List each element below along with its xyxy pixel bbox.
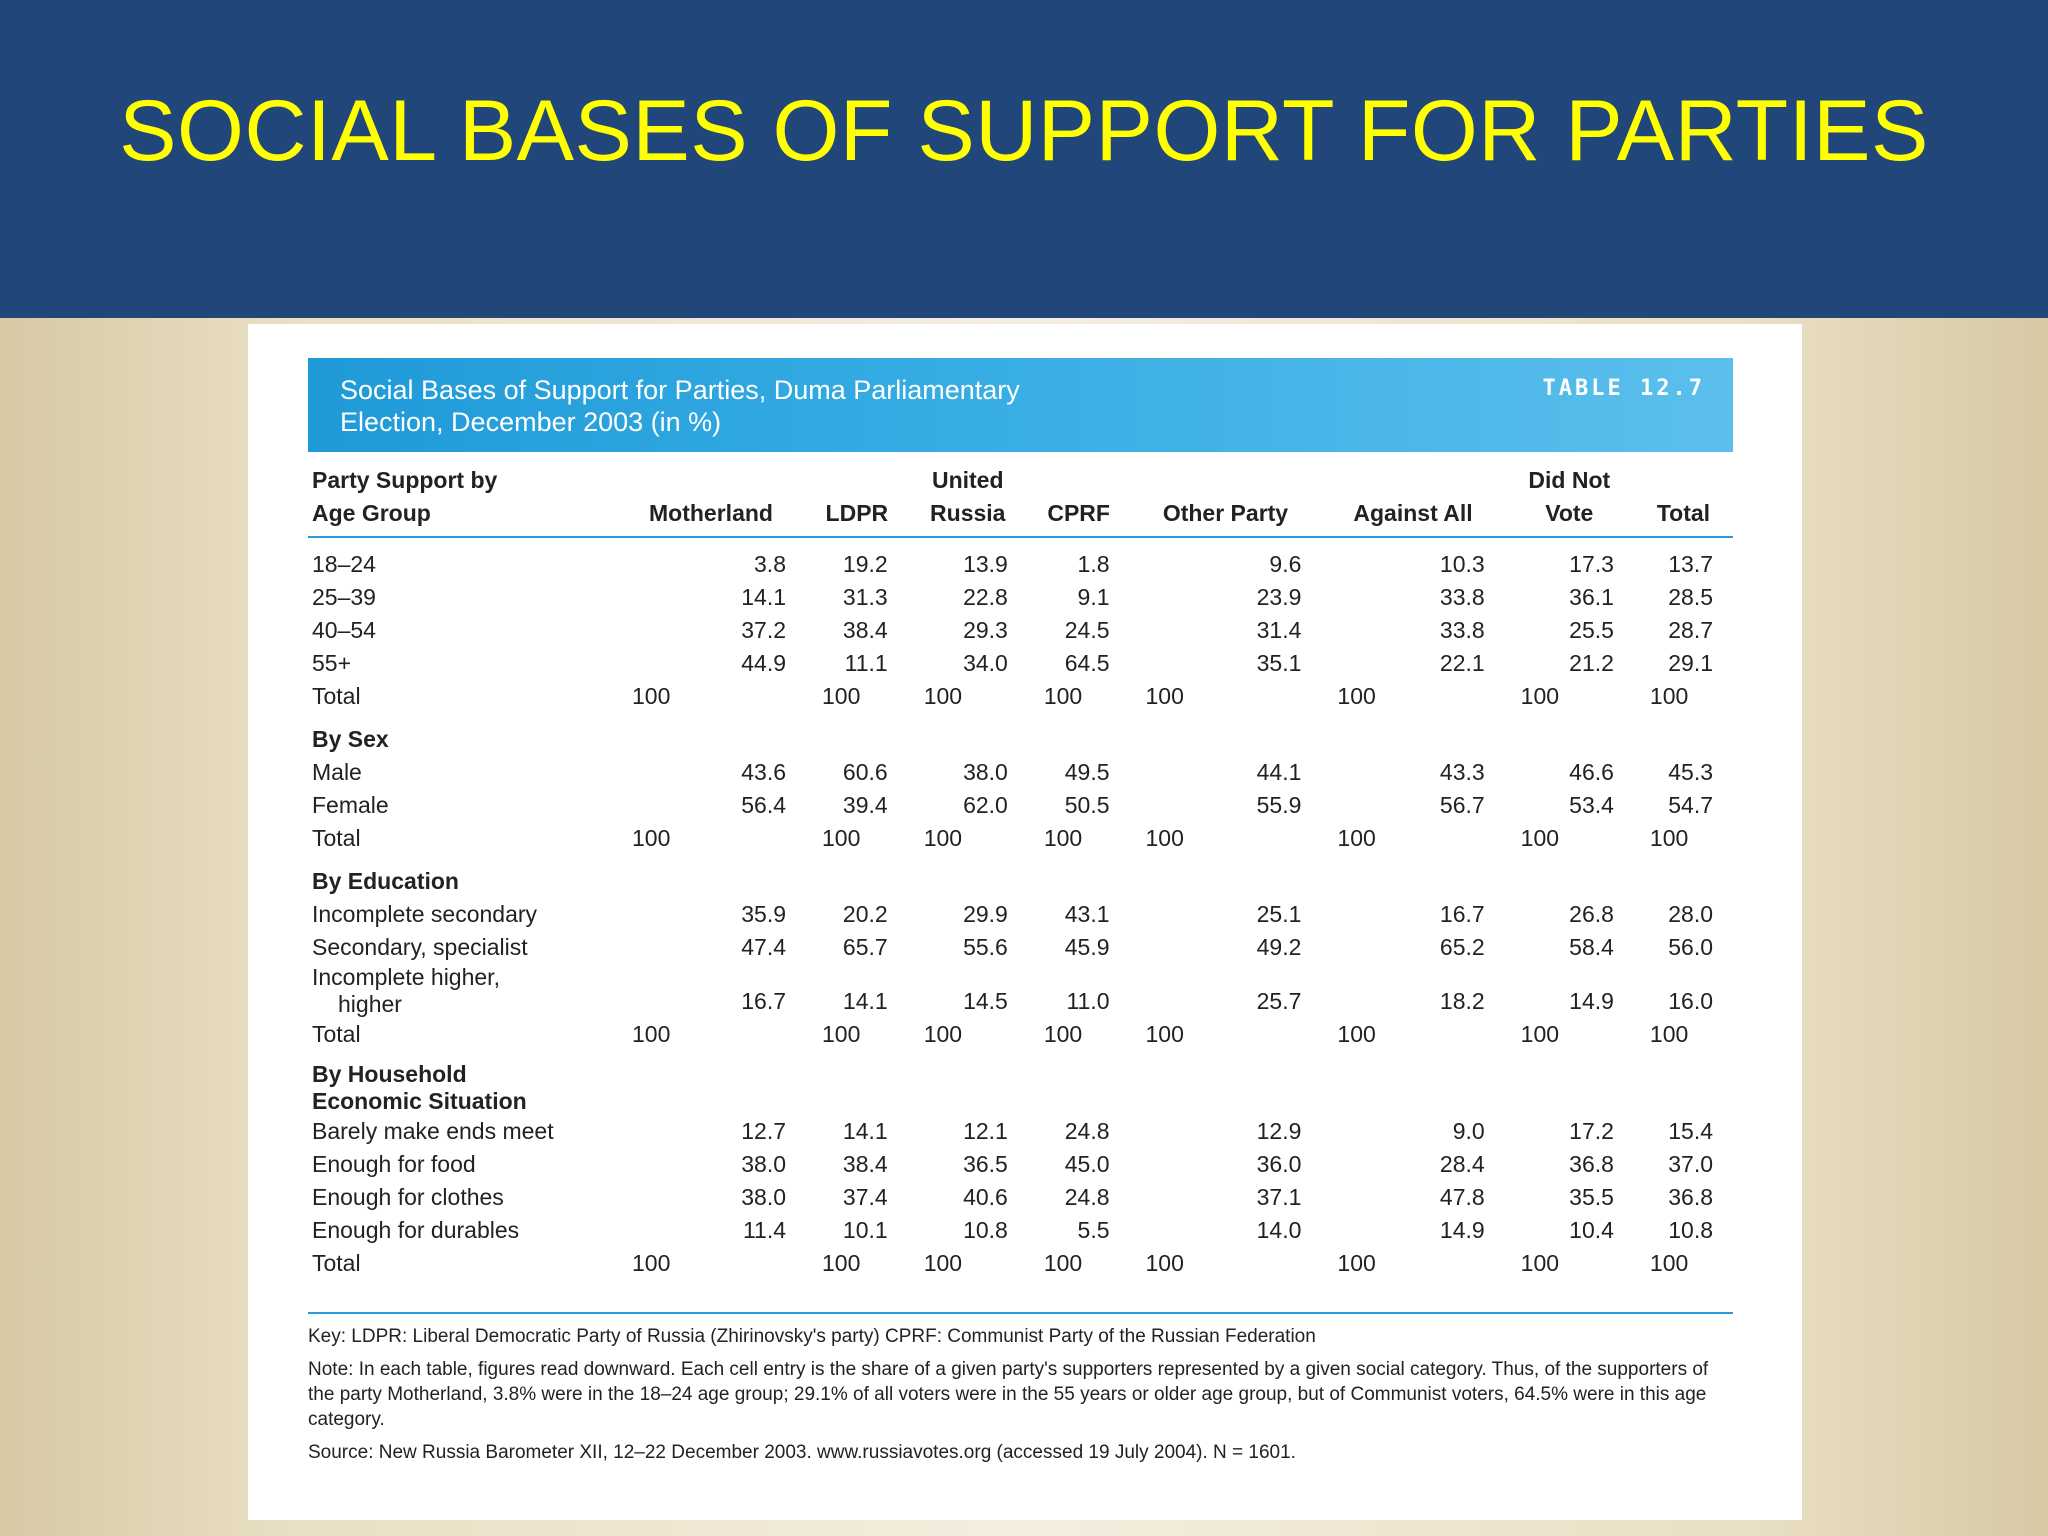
table-cell: 100 <box>1145 1021 1184 1047</box>
table-body <box>308 537 1733 1284</box>
section-title <box>308 859 1733 898</box>
table-cell: 100 <box>1520 1250 1560 1276</box>
column-header <box>806 464 908 537</box>
table-cell: 33.8 <box>1439 584 1485 610</box>
table-title-line-2: Election, December 2003 (in %) <box>340 407 722 437</box>
row-label <box>308 1018 616 1055</box>
section-header-row <box>308 1055 1733 1115</box>
table-cell: 35.5 <box>1569 1184 1614 1210</box>
row-label-line-1: Incomplete higher, <box>312 964 500 990</box>
table-cell: 14.0 <box>1256 1217 1302 1243</box>
table-cell: 35.1 <box>1256 650 1302 676</box>
column-header-line-1 <box>810 464 904 497</box>
table-cell: 100 <box>632 1021 671 1047</box>
table-cell: 62.0 <box>963 792 1008 818</box>
column-header-line-1 <box>1032 464 1126 497</box>
column-header <box>1505 464 1634 537</box>
row-label <box>308 931 616 964</box>
row-header-line-2: Age Group <box>312 500 431 526</box>
table-cell: 38.4 <box>842 1151 888 1177</box>
table-cell: 45.9 <box>1064 934 1110 960</box>
table-cell: 100 <box>1337 683 1376 709</box>
table-cell: 100 <box>822 825 861 851</box>
table-cell: 17.3 <box>1569 551 1614 577</box>
table-cell: 11.0 <box>1066 988 1110 1014</box>
table-cell: 100 <box>1520 1021 1560 1047</box>
table-cell: 14.5 <box>963 988 1008 1014</box>
table-cell: 38.0 <box>741 1184 786 1210</box>
table-row <box>308 898 1733 931</box>
table-cell: 12.9 <box>1256 1118 1302 1144</box>
table-cell: 37.2 <box>741 617 786 643</box>
table-cell: 43.6 <box>741 759 786 785</box>
table-cell: 9.1 <box>1077 584 1110 610</box>
table-cell: 54.7 <box>1668 792 1713 818</box>
table-cell: 56.7 <box>1439 792 1485 818</box>
table-cell: 19.2 <box>842 551 888 577</box>
section-title <box>308 1055 1733 1115</box>
table-cell: 25.7 <box>1256 988 1302 1014</box>
row-label-line-1: Secondary, specialist <box>312 934 528 960</box>
row-label-line-1: Enough for durables <box>312 1217 520 1243</box>
table-cell: 50.5 <box>1064 792 1110 818</box>
table-cell: 46.6 <box>1569 759 1614 785</box>
table-cell: 100 <box>923 1250 963 1276</box>
table-cell: 14.1 <box>842 1118 888 1144</box>
section-header-row <box>308 717 1733 756</box>
row-label <box>308 581 616 614</box>
table-cell: 20.2 <box>842 901 888 927</box>
table-cell: 35.9 <box>741 901 786 927</box>
table-header-band <box>308 358 1733 452</box>
table-cell: 100 <box>1649 825 1689 851</box>
table-cell: 22.8 <box>963 584 1008 610</box>
table-cell: 28.4 <box>1439 1151 1485 1177</box>
table-cell: 5.5 <box>1077 1217 1110 1243</box>
row-label <box>308 680 616 717</box>
table-cell: 1.8 <box>1077 551 1110 577</box>
column-header-line-2: Russia <box>930 500 1006 526</box>
row-label-line-1: 25–39 <box>312 584 376 610</box>
slide-title: SOCIAL BASES OF SUPPORT FOR PARTIES <box>119 83 1929 179</box>
table-row <box>308 1115 1733 1148</box>
table-cell: 10.3 <box>1439 551 1485 577</box>
row-label <box>308 789 616 822</box>
table-cell: 14.1 <box>842 988 888 1014</box>
table-header-row <box>308 464 1733 537</box>
table-cell: 49.2 <box>1256 934 1302 960</box>
table-cell: 29.3 <box>963 617 1008 643</box>
table-cell: 24.8 <box>1064 1118 1110 1144</box>
table-cell: 100 <box>1145 825 1184 851</box>
section-title-line-2: Economic Situation <box>312 1088 527 1114</box>
row-label-line-1: Enough for clothes <box>312 1184 504 1210</box>
table-cell: 100 <box>1145 683 1184 709</box>
table-title <box>340 374 1240 438</box>
table-cell: 18.2 <box>1439 988 1485 1014</box>
table-cell: 14.9 <box>1439 1217 1485 1243</box>
row-label-line-1: 18–24 <box>312 551 376 577</box>
column-header-line-1 <box>1325 464 1500 497</box>
row-label <box>308 822 616 859</box>
column-header-line-2: Motherland <box>649 500 773 526</box>
data-table <box>308 464 1733 1284</box>
row-label <box>308 614 616 647</box>
row-label <box>308 647 616 680</box>
table-cell: 45.0 <box>1064 1151 1110 1177</box>
table-row <box>308 789 1733 822</box>
table-cell: 11.4 <box>742 1217 786 1243</box>
table-cell: 53.4 <box>1569 792 1614 818</box>
table-title-line-1: Social Bases of Support for Parties, Duma Parliamentary <box>340 375 1020 405</box>
row-label-line-1: 55+ <box>312 650 352 676</box>
table-row <box>308 614 1733 647</box>
row-label <box>308 1214 616 1247</box>
table-row <box>308 647 1733 680</box>
total-row <box>308 1018 1733 1055</box>
table-cell: 14.1 <box>741 584 786 610</box>
table-cell: 12.1 <box>963 1118 1008 1144</box>
spacer-row <box>308 537 1733 548</box>
table-cell: 31.3 <box>842 584 888 610</box>
total-row <box>308 822 1733 859</box>
row-label <box>308 1247 616 1284</box>
table-cell: 36.1 <box>1569 584 1614 610</box>
table-cell: 13.9 <box>963 551 1008 577</box>
column-header-line-2: Other Party <box>1162 500 1289 526</box>
column-header <box>1028 464 1130 537</box>
row-label-line-1: Enough for food <box>312 1151 476 1177</box>
table-cell: 15.4 <box>1668 1118 1713 1144</box>
row-label-line-2: higher <box>338 991 402 1017</box>
table-cell: 100 <box>1520 825 1560 851</box>
column-header-line-2: LDPR <box>825 500 889 526</box>
table-cell: 37.1 <box>1256 1184 1302 1210</box>
row-label-line-1: Barely make ends meet <box>312 1118 554 1144</box>
table-cell: 100 <box>923 825 963 851</box>
table-cell: 24.5 <box>1064 617 1110 643</box>
column-header-line-1: Did Not <box>1528 467 1611 493</box>
column-header-line-2: Against All <box>1353 500 1473 526</box>
table-key: Key: LDPR: Liberal Democratic Party of Russia (Zhirinovsky's party) CPRF: Communist Party of the Russian Federation <box>308 1326 1316 1347</box>
table-row <box>308 1181 1733 1214</box>
table-cell: 22.1 <box>1439 650 1485 676</box>
row-label <box>308 898 616 931</box>
table-row <box>308 931 1733 964</box>
table-cell: 65.2 <box>1439 934 1485 960</box>
table-cell: 100 <box>923 1021 963 1047</box>
section-title-line-1: By Sex <box>312 726 389 752</box>
table-cell: 24.8 <box>1064 1184 1110 1210</box>
table-cell: 40.6 <box>963 1184 1008 1210</box>
data-table-container <box>308 464 1733 1284</box>
table-cell: 28.5 <box>1668 584 1713 610</box>
table-cell: 38.4 <box>842 617 888 643</box>
table-cell: 3.8 <box>754 551 786 577</box>
table-cell: 45.3 <box>1668 759 1713 785</box>
table-source: Source: New Russia Barometer XII, 12–22 December 2003. www.russiavotes.org (accessed 19 July 2004). N = 1601. <box>308 1442 1296 1463</box>
table-cell: 100 <box>822 683 861 709</box>
section-title-line-1: By Education <box>312 868 459 894</box>
row-label <box>308 548 616 581</box>
row-label-line-1: Total <box>312 825 361 851</box>
table-cell: 13.7 <box>1668 551 1713 577</box>
table-cell: 43.1 <box>1064 901 1110 927</box>
table-cell: 26.8 <box>1569 901 1614 927</box>
table-row <box>308 756 1733 789</box>
table-cell: 36.0 <box>1256 1151 1302 1177</box>
table-cell: 10.4 <box>1569 1217 1614 1243</box>
column-header-line-1 <box>1638 464 1729 497</box>
table-cell: 14.9 <box>1569 988 1614 1014</box>
table-cell: 49.5 <box>1064 759 1110 785</box>
table-cell: 60.6 <box>842 759 888 785</box>
table-cell: 56.4 <box>741 792 786 818</box>
table-row <box>308 1214 1733 1247</box>
column-header-line-1: United <box>931 467 1004 493</box>
table-cell: 100 <box>1043 825 1083 851</box>
table-cell: 10.8 <box>1668 1217 1713 1243</box>
table-cell: 12.7 <box>741 1118 786 1144</box>
table-cell: 55.6 <box>963 934 1008 960</box>
table-cell: 100 <box>632 1250 671 1276</box>
table-cell: 37.4 <box>842 1184 888 1210</box>
table-cell: 25.5 <box>1569 617 1614 643</box>
table-cell: 39.4 <box>842 792 888 818</box>
table-cell: 36.8 <box>1668 1184 1713 1210</box>
row-label <box>308 1148 616 1181</box>
table-cell: 100 <box>1520 683 1560 709</box>
table-cell: 21.2 <box>1569 650 1614 676</box>
table-cell: 47.8 <box>1439 1184 1485 1210</box>
table-cell: 100 <box>1649 1021 1689 1047</box>
table-row <box>308 581 1733 614</box>
table-notes <box>308 1312 1733 1473</box>
column-header <box>1321 464 1504 537</box>
table-cell: 100 <box>1337 825 1376 851</box>
table-cell: 100 <box>1043 1250 1083 1276</box>
table-cell: 38.0 <box>741 1151 786 1177</box>
table-cell: 17.2 <box>1569 1118 1614 1144</box>
table-cell: 16.7 <box>1439 901 1485 927</box>
table-cell: 9.6 <box>1269 551 1302 577</box>
slide-title-bar <box>0 0 2048 318</box>
table-cell: 25.1 <box>1256 901 1302 927</box>
table-cell: 100 <box>822 1250 861 1276</box>
column-header <box>1130 464 1322 537</box>
table-cell: 65.7 <box>842 934 888 960</box>
table-number-tag: TABLE 12.7 <box>1542 376 1705 401</box>
table-cell: 9.0 <box>1452 1118 1485 1144</box>
table-cell: 100 <box>1337 1250 1376 1276</box>
table-row <box>308 964 1733 1018</box>
total-row <box>308 680 1733 717</box>
table-cell: 16.7 <box>741 988 786 1014</box>
table-cell: 100 <box>1337 1021 1376 1047</box>
row-label-line-1: Female <box>312 792 389 818</box>
table-cell: 100 <box>1649 1250 1689 1276</box>
section-title <box>308 717 1733 756</box>
row-label <box>308 1115 616 1148</box>
row-label-line-1: Incomplete secondary <box>312 901 538 927</box>
table-cell: 100 <box>1043 1021 1083 1047</box>
table-cell: 28.7 <box>1668 617 1713 643</box>
table-cell: 28.0 <box>1668 901 1713 927</box>
table-cell: 44.9 <box>741 650 786 676</box>
table-row <box>308 1148 1733 1181</box>
table-cell: 29.9 <box>963 901 1008 927</box>
column-header <box>616 464 806 537</box>
section-header-row <box>308 859 1733 898</box>
row-label-line-1: Total <box>312 1021 361 1047</box>
column-header <box>1634 464 1733 537</box>
column-header-line-1 <box>1134 464 1318 497</box>
row-header <box>308 464 616 537</box>
table-cell: 10.8 <box>963 1217 1008 1243</box>
table-cell: 37.0 <box>1668 1151 1713 1177</box>
table-cell: 100 <box>1145 1250 1184 1276</box>
table-image <box>248 324 1802 1520</box>
table-cell: 11.1 <box>844 650 888 676</box>
table-cell: 44.1 <box>1256 759 1302 785</box>
table-cell: 36.5 <box>963 1151 1008 1177</box>
table-cell: 34.0 <box>963 650 1008 676</box>
table-cell: 100 <box>822 1021 861 1047</box>
row-label <box>308 964 616 1018</box>
table-cell: 100 <box>923 683 963 709</box>
row-label <box>308 756 616 789</box>
table-cell: 33.8 <box>1439 617 1485 643</box>
row-label-line-1: 40–54 <box>312 617 376 643</box>
section-title-line-1: By Household <box>312 1061 467 1087</box>
table-cell: 100 <box>632 825 671 851</box>
row-label-line-1: Total <box>312 683 361 709</box>
row-label <box>308 1181 616 1214</box>
table-cell: 31.4 <box>1256 617 1302 643</box>
table-cell: 29.1 <box>1668 650 1713 676</box>
table-row <box>308 548 1733 581</box>
table-cell: 38.0 <box>963 759 1008 785</box>
column-header-line-1 <box>620 464 802 497</box>
table-cell: 10.1 <box>842 1217 888 1243</box>
table-note: Note: In each table, figures read downward. Each cell entry is the share of a given party's supporters represented by a given social category. Thus, of the supporters of the party Motherland, 3.8% were in the 18–24 age group; 29.1% of all voters were in the 55 years or older age group, but of Communist voters, 64.5% were in this age category. <box>308 1359 1709 1430</box>
table-cell: 56.0 <box>1668 934 1713 960</box>
table-cell: 100 <box>1043 683 1083 709</box>
total-row <box>308 1247 1733 1284</box>
table-cell: 100 <box>1649 683 1689 709</box>
row-label-line-1: Male <box>312 759 362 785</box>
table-cell: 43.3 <box>1439 759 1485 785</box>
table-cell: 55.9 <box>1256 792 1302 818</box>
column-header-line-2: CPRF <box>1047 500 1110 526</box>
table-cell: 47.4 <box>741 934 786 960</box>
column-header-line-2: Total <box>1656 500 1711 526</box>
table-cell: 64.5 <box>1064 650 1110 676</box>
table-cell: 16.0 <box>1668 988 1713 1014</box>
column-header <box>908 464 1028 537</box>
row-label-line-1: Total <box>312 1250 361 1276</box>
table-cell: 100 <box>632 683 671 709</box>
table-cell: 36.8 <box>1569 1151 1614 1177</box>
column-header-line-2: Vote <box>1545 500 1594 526</box>
row-header-line-1: Party Support by <box>312 467 498 493</box>
table-cell: 58.4 <box>1569 934 1614 960</box>
table-cell: 23.9 <box>1256 584 1302 610</box>
